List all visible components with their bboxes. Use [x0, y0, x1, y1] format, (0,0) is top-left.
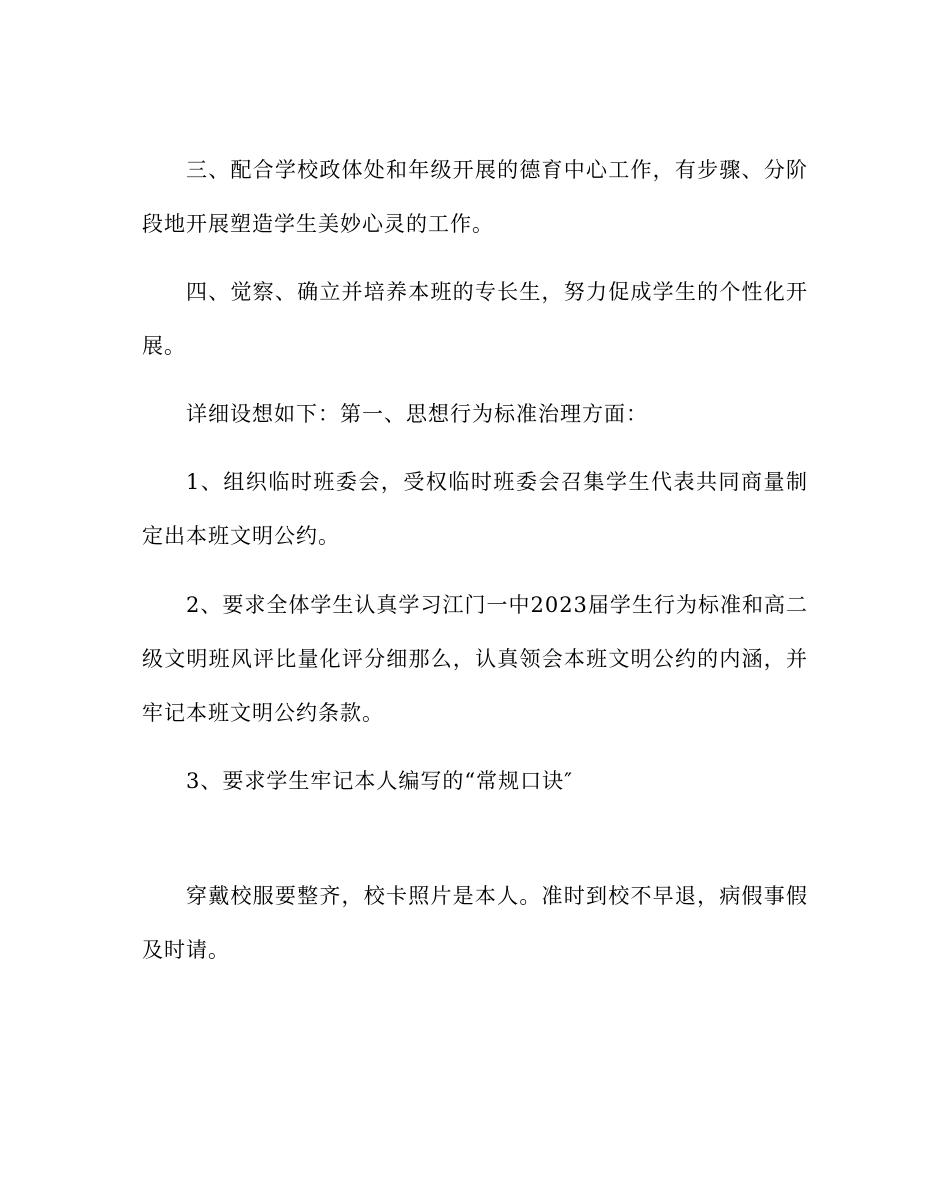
paragraph-item-2: 2、要求全体学生认真学习江门一中2023届学生行为标准和高二级文明班风评比量化评分细那么，认真领会本班文明公约的内涵，并牢记本班文明公约条款。 — [142, 593, 808, 725]
paragraph-rhyme: 穿戴校服要整齐，校卡照片是本人。准时到校不早退，病假事假及时请。 — [142, 884, 808, 962]
paragraph-moral-education: 三、配合学校政体处和年级开展的德育中心工作，有步骤、分阶段地开展塑造学生美妙心灵的工作。 — [142, 158, 808, 236]
paragraph-item-1: 1、组织临时班委会，受权临时班委会召集学生代表共同商量制定出本班文明公约。 — [142, 470, 808, 548]
paragraph-plan-intro: 详细设想如下：第一、思想行为标准治理方面： — [186, 402, 648, 426]
paragraph-item-3: 3、要求学生牢记本人编写的“常规口诀″ — [186, 769, 573, 793]
paragraph-talented-students: 四、觉察、确立并培养本班的专长生，努力促成学生的个性化开展。 — [142, 280, 808, 358]
